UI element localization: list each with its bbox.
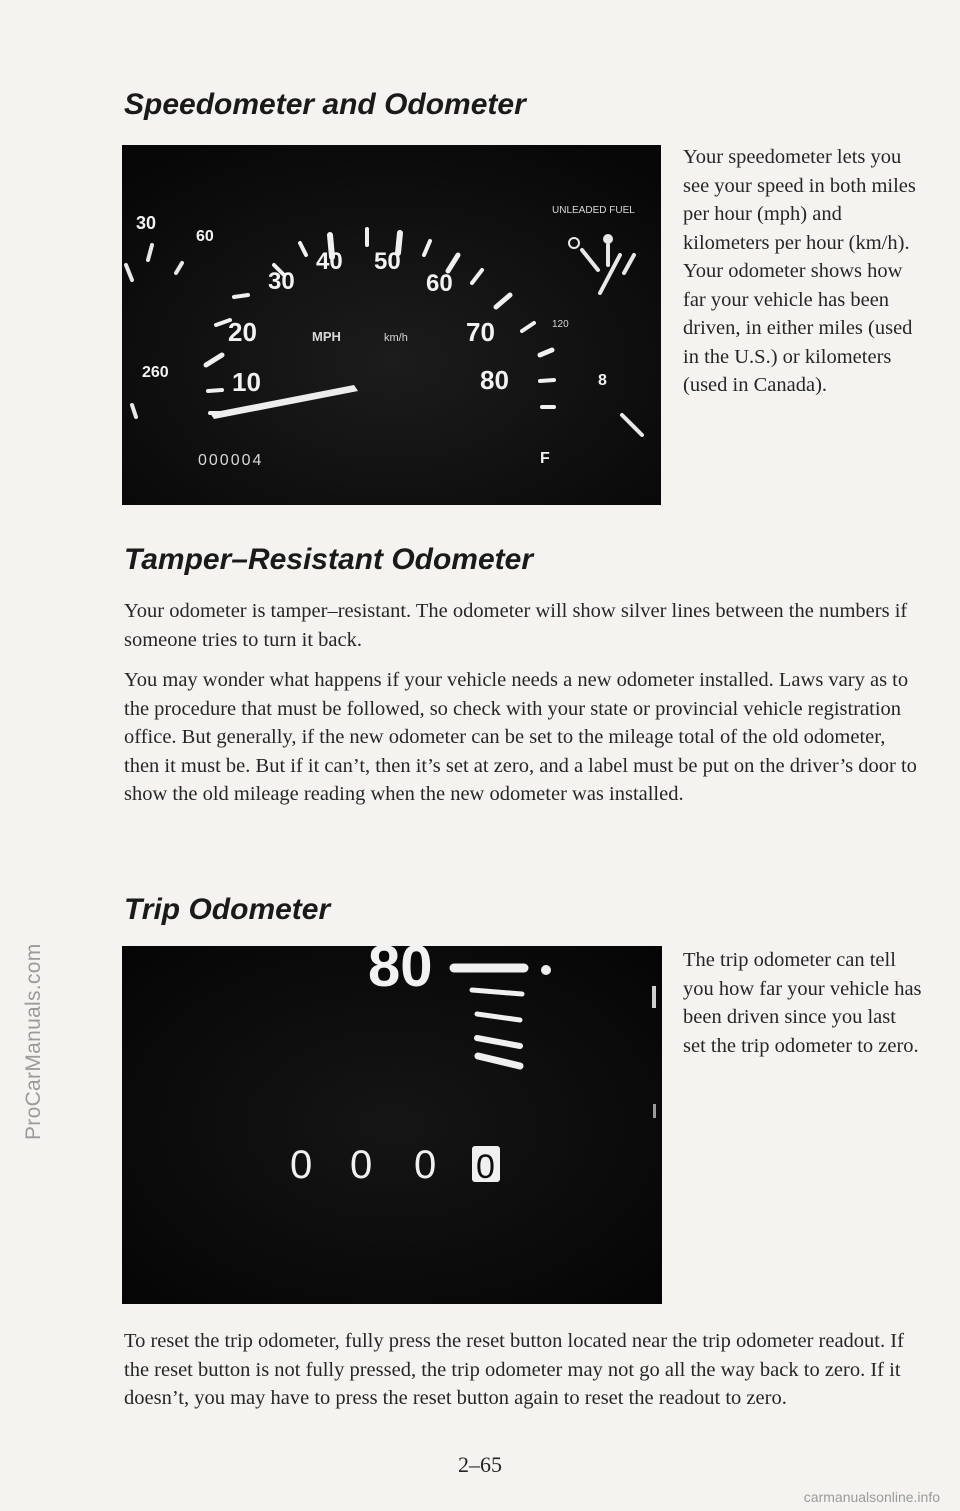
trip-odometer-heading: Trip Odometer [124,893,331,926]
bottom-watermark: carmanualsonline.info [803,1489,940,1505]
gauge-label-50: 50 [374,248,401,275]
gauge-label-70: 70 [466,317,495,347]
tamper-resistant-heading: Tamper–Resistant Odometer [124,543,534,576]
trip-odometer-photo [122,946,662,1304]
fuel-tick-8: 8 [598,372,607,389]
speedometer-odometer-heading: Speedometer and Odometer [124,88,526,121]
unit-kmh: km/h [384,332,408,344]
gauge-label-40: 40 [316,248,343,275]
trip-odometer-description: The trip odometer can tell you how far your vehicle has been driven since you last set the trip odometer to zero. [683,949,922,1057]
gauge-label-10: 10 [232,367,261,397]
gauge-label-30: 30 [268,268,295,295]
trip-digit-1: 0 [290,1143,313,1187]
trip-digit-3: 0 [414,1143,437,1187]
odometer-digits: 000004 [198,452,264,469]
tach-label-260: 260 [142,364,169,381]
gauge-label-60: 60 [426,270,453,297]
speedometer-description: Your speedometer lets you see your speed in both miles per hour (mph) and kilometers per hour (km/h). Your odometer shows how far your vehicle has been driven, in either miles (used in the U.S.) or kilometers (used in Canada). [683,146,916,396]
tach-label-30: 30 [136,213,157,233]
fuel-f-label: F [540,450,550,467]
page-number: 2–65 [458,1452,502,1477]
unleaded-fuel-label: UNLEADED FUEL [552,205,635,216]
side-watermark: ProCarManuals.com [22,943,45,1140]
tamper-paragraph-2: You may wonder what happens if your vehicle needs a new odometer installed. Laws vary as to the procedure that must be followed, so check with your state or provincial vehicle registration office. But generally, if the new odometer can be set to the mileage total of the old odometer, then it must be. But if it can’t, then it’s set at zero, and a label must be put on the driver’s door to show the old mileage reading when the new odometer was installed. [124,669,917,805]
trip-digit-4: 0 [476,1148,495,1186]
trip-photo-80: 80 [368,946,433,999]
tamper-paragraph-1: Your odometer is tamper–resistant. The odometer will show silver lines between the numbers if someone tries to turn it back. [124,600,908,651]
trip-reset-paragraph: To reset the trip odometer, fully press the reset button located near the trip odometer readout. If the reset button is not fully pressed, the trip odometer may not go all the way back to zero. If it doesn’t, you may have to press the reset button again to reset the readout to zero. [124,1330,904,1409]
tach-label-60: 60 [196,228,214,245]
gauge-label-20: 20 [228,317,257,347]
gauge-label-80: 80 [480,365,509,395]
unit-mph: MPH [312,329,341,344]
speedometer-photo [122,145,661,505]
kmh-label-120: 120 [552,319,569,330]
trip-digit-2: 0 [350,1143,373,1187]
